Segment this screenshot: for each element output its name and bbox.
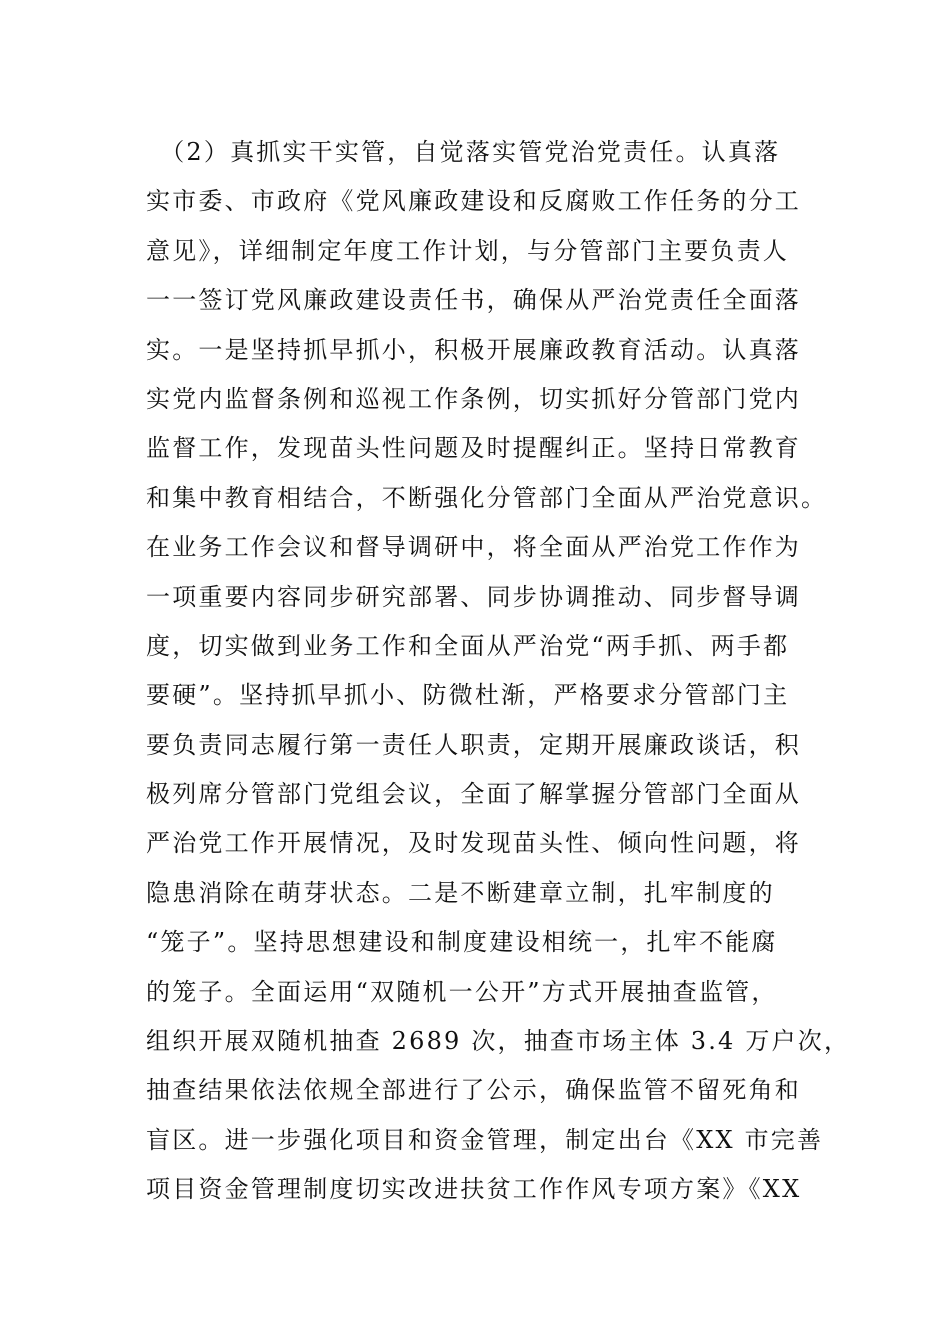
text-line: 要硬”。坚持抓早抓小、防微杜渐，严格要求分管部门主 <box>146 681 790 710</box>
text-line: 抽查结果依法依规全部进行了公示，确保监管不留死角和 <box>146 1076 801 1105</box>
text-line: 实。一是坚持抓早抓小，积极开展廉政教育活动。认真落 <box>146 335 801 364</box>
body-paragraph <box>146 128 851 1215</box>
text-line: 隐患消除在萌芽状态。二是不断建章立制，扎牢制度的 <box>146 878 775 907</box>
text-line: 极列席分管部门党组会议，全面了解掌握分管部门全面从 <box>146 780 801 809</box>
text-line: 严治党工作开展情况，及时发现苗头性、倾向性问题，将 <box>146 829 801 858</box>
text-line: 组织开展双随机抽查 2689 次，抽查市场主体 3.4 万户次， <box>146 1027 851 1056</box>
text-line: 实市委、市政府《党风廉政建设和反腐败工作任务的分工 <box>146 187 801 216</box>
text-line: 盲区。进一步强化项目和资金管理，制定出台《XX 市完善 <box>146 1125 824 1154</box>
text-line: （2）真抓实干实管，自觉落实管党治党责任。认真落 <box>146 138 781 166</box>
text-line: “笼子”。坚持思想建设和制度建设相统一，扎牢不能腐 <box>146 928 778 957</box>
text-line: 意见》，详细制定年度工作计划，与分管部门主要负责人 <box>146 236 789 265</box>
text-line: 项目资金管理制度切实改进扶贫工作作风专项方案》《XX <box>146 1175 802 1204</box>
text-line: 一一签订党风廉政建设责任书，确保从严治党责任全面落 <box>146 286 801 315</box>
text-line: 一项重要内容同步研究部署、同步协调推动、同步督导调 <box>146 582 801 611</box>
text-line: 实党内监督条例和巡视工作条例，切实抓好分管部门党内 <box>146 384 801 413</box>
text-line: 监督工作，发现苗头性问题及时提醒纠正。坚持日常教育 <box>146 434 801 463</box>
text-line: 在业务工作会议和督导调研中，将全面从严治党工作作为 <box>146 533 801 562</box>
text-line: 要负责同志履行第一责任人职责，定期开展廉政谈话，积 <box>146 730 801 759</box>
text-line: 和集中教育相结合，不断强化分管部门全面从严治党意识。 <box>146 483 828 512</box>
text-line: 度，切实做到业务工作和全面从严治党“两手抓、两手都 <box>146 631 790 660</box>
text-line: 的笼子。全面运用“双随机一公开”方式开展抽查监管， <box>146 977 778 1006</box>
